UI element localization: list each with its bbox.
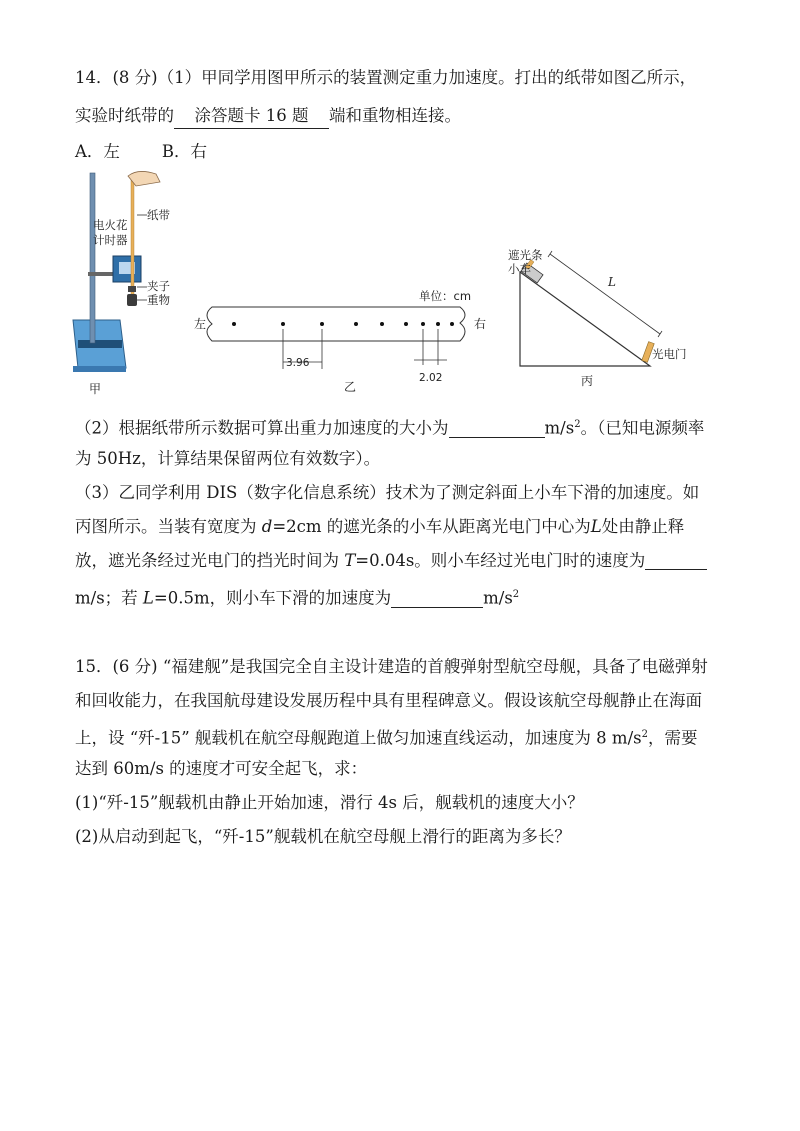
jia-caption: 甲 — [89, 382, 102, 396]
part2-text-b: 。（已知电源频率 — [580, 418, 705, 438]
gate-label: 光电门 — [652, 347, 687, 361]
figure-yi — [190, 285, 500, 397]
part3-text-g: =0.5m，则小车下滑的加速度为 — [153, 588, 392, 608]
part3-text-b: =2cm 的遮光条的小车从距离光电门中心为 — [272, 517, 591, 536]
strip-label: 遮光条 — [508, 248, 543, 262]
q14-part3-line2 — [75, 515, 684, 539]
distance-2: 2.02 — [419, 372, 443, 384]
unit-text: m/s — [483, 588, 513, 608]
part3-text-d: 放，遮光条经过光电门的挡光时间为 — [75, 551, 345, 570]
q14-line1: 14．(8 分)（1）甲同学用图甲所示的装置测定重力加速度。打出的纸带如图乙所示， — [75, 68, 697, 87]
part3-text-a: 丙图所示。当装有宽度为 — [75, 517, 262, 536]
option-a: A．左 — [75, 142, 120, 161]
q14-part3-line1: （3）乙同学利用 DIS（数字化信息系统）技术为了测定斜面上小车下滑的加速度。如 — [75, 483, 700, 502]
symbol-d: d — [261, 517, 273, 536]
symbol-L: L — [142, 588, 154, 608]
distance-1: 3.96 — [286, 357, 310, 369]
figure-bing — [500, 242, 710, 392]
superscript-2: 2 — [574, 419, 581, 430]
clip-label: 夹子 — [147, 279, 170, 293]
q14-part2-line2: 为 50Hz，计算结果保留两位有效数字）。 — [75, 449, 381, 468]
q14-line2-pre: 实验时纸带的 — [75, 106, 174, 125]
cart-label: 小车 — [508, 262, 531, 276]
q15-sub2: (2)从启动到起飞，“歼-15”舰载机在航空母舰上滑行的距离为多长？ — [75, 827, 571, 846]
q14-part3-line3 — [75, 549, 707, 573]
q14-part3-line4 — [75, 583, 519, 611]
bing-caption: 丙 — [581, 374, 594, 388]
length-L-label: L — [608, 275, 616, 289]
q14-part2-line1 — [75, 413, 704, 441]
part3-text-e: =0.04s。则小车经过光电门时的速度为 — [355, 551, 646, 570]
q15-line1: 15．(6 分) “福建舰”是我国完全自主设计建造的首艘弹射型航空母舰，具备了电磁弹射 — [75, 657, 708, 676]
unit-label: 单位：cm — [419, 289, 472, 303]
answer-card-hint: 涂答题卡 16 题 — [174, 104, 329, 129]
q15-line4: 达到 60m/s 的速度才可安全起飞，求： — [75, 759, 368, 778]
right-label: 右 — [474, 317, 487, 331]
figure-jia — [68, 168, 198, 398]
answer-blank — [391, 587, 483, 608]
unit-text: m/s — [544, 418, 575, 438]
left-label: 左 — [194, 317, 207, 331]
part2-text: （2）根据纸带所示数据可算出重力加速度的大小为 — [75, 418, 449, 438]
timer-label-1: 电火花 — [93, 218, 128, 232]
part3-text-f: m/s；若 — [75, 588, 143, 608]
q15-line3-tail: ，需要 — [647, 728, 698, 748]
symbol-L: L — [590, 517, 602, 536]
answer-blank — [449, 417, 545, 438]
answer-blank — [645, 549, 707, 570]
weight-label: 重物 — [147, 293, 170, 307]
part3-text-c: 处由静止释 — [601, 517, 685, 536]
q15-line3 — [75, 723, 697, 751]
q15-line2: 和回收能力，在我国航母建设发展历程中具有里程碑意义。假设该航空母舰静止在海面 — [75, 691, 702, 710]
superscript-2: 2 — [512, 589, 520, 600]
q14-options — [75, 140, 207, 164]
symbol-T: T — [344, 551, 356, 570]
q14-line2-post: 端和重物相连接。 — [329, 106, 461, 125]
q14-line2 — [75, 104, 461, 129]
tape-label: 纸带 — [147, 208, 170, 222]
superscript-2: 2 — [641, 729, 648, 740]
timer-label-2: 计时器 — [93, 233, 128, 247]
q15-sub1: (1)“歼-15”舰载机由静止开始加速，滑行 4s 后，舰载机的速度大小？ — [75, 793, 584, 812]
option-b: B．右 — [161, 142, 208, 161]
q15-line3-text: 上，设 “歼-15” 舰载机在航空母舰跑道上做匀加速直线运动，加速度为 8 m/s — [75, 728, 642, 748]
yi-caption: 乙 — [344, 380, 357, 394]
